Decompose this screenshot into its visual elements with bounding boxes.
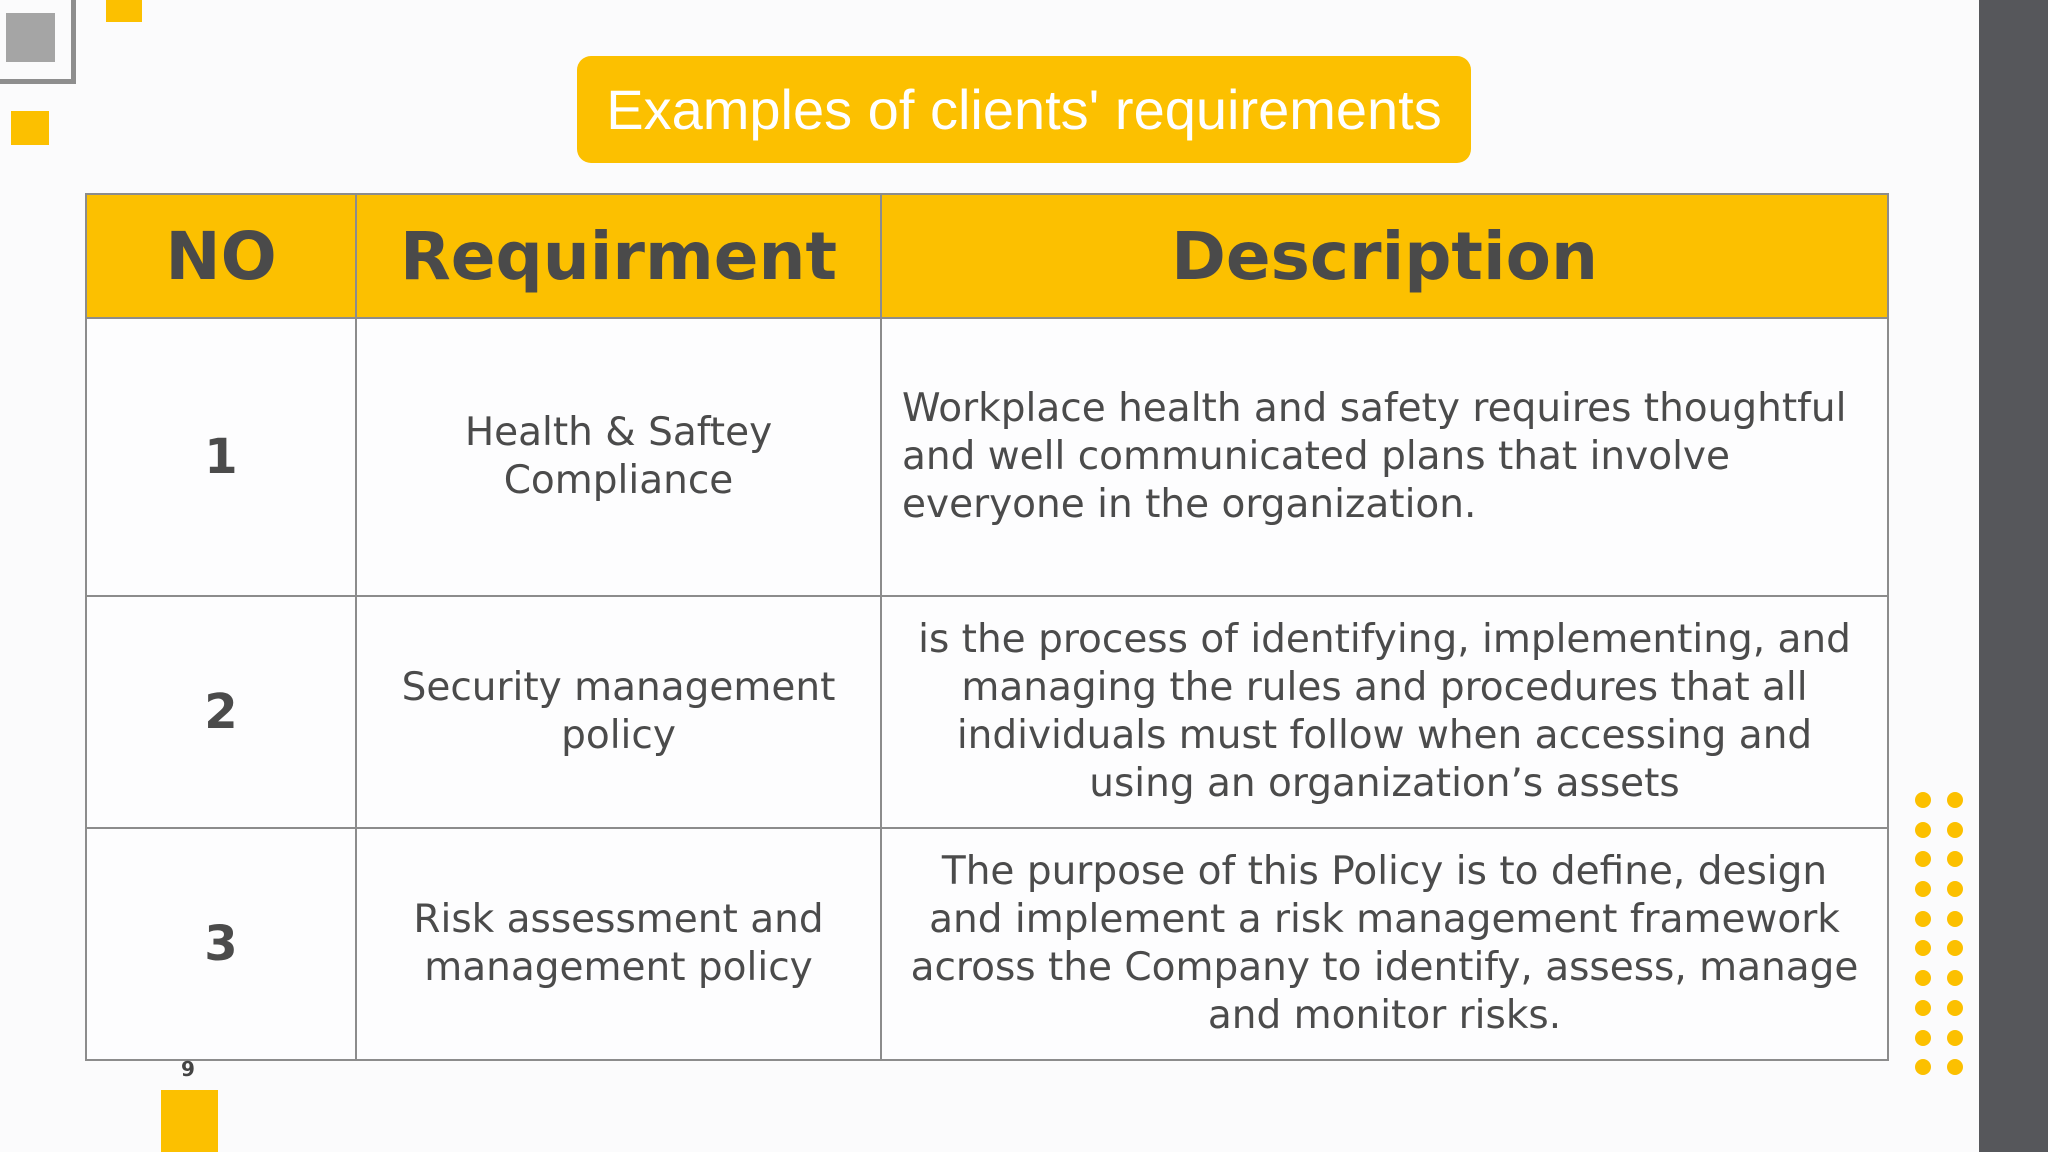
row-number: 1 (86, 318, 356, 596)
row-description: The purpose of this Policy is to define, design and implement a risk management framework across the Company to identify, assess, manage and monitor risks. (881, 828, 1888, 1060)
decorative-yellow-square-left (11, 111, 49, 145)
row-number: 2 (86, 596, 356, 828)
row-description: is the process of identifying, implementing, and managing the rules and procedures that all individuals must follow when accessing and using an organization’s assets (881, 596, 1888, 828)
page-number: 9 (181, 1057, 195, 1081)
slide-title-banner (577, 56, 1471, 163)
row-requirement: Risk assessment and management policy (356, 828, 881, 1060)
decorative-yellow-square-top (106, 0, 142, 22)
row-description: Workplace health and safety requires thoughtful and well communicated plans that involve everyone in the organization. (881, 318, 1888, 596)
table-row (86, 828, 1888, 1060)
row-requirement: Security management policy (356, 596, 881, 828)
table-row (86, 318, 1888, 596)
decorative-yellow-square-bottom (161, 1090, 218, 1152)
decorative-dot-grid (1915, 792, 1963, 1075)
slide-title: Examples of clients' requirements (606, 78, 1442, 141)
header-no: NO (86, 194, 356, 318)
requirements-table (85, 193, 1889, 1061)
header-description: Description (881, 194, 1888, 318)
row-requirement: Health & Saftey Compliance (356, 318, 881, 596)
decorative-gray-square (6, 13, 55, 62)
table-header-row (86, 194, 1888, 318)
right-sidebar-bar (1979, 0, 2048, 1152)
row-number: 3 (86, 828, 356, 1060)
table-row (86, 596, 1888, 828)
header-requirement: Requirment (356, 194, 881, 318)
